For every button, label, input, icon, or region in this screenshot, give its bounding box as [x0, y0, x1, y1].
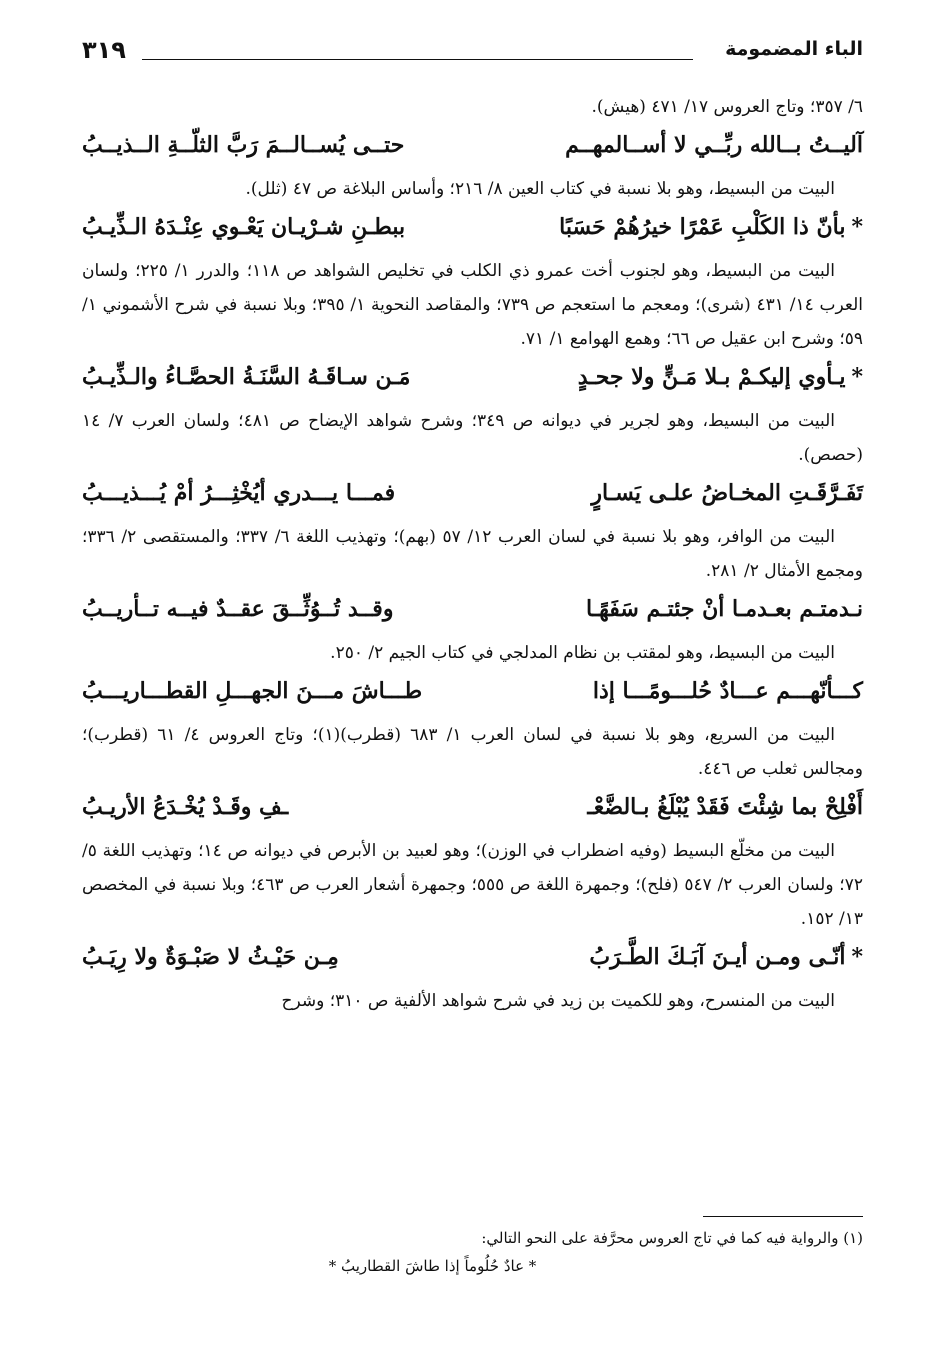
page-header — [82, 36, 863, 76]
continuation-line: ٦/ ٣٥٧؛ وتاج العروس ١٧/ ٤٧١ (هيش). — [591, 97, 863, 117]
hemistich-text: بأنّ ذا الكَلْبِ عَمْرًا خيرُهُمْ حَسَبًا — [559, 214, 846, 240]
verse-commentary: البيت من البسيط، وهو بلا نسبة في كتاب العين ٨/ ٢١٦؛ وأساس البلاغة ص ٤٧ (ثلل). — [245, 179, 835, 199]
verse-second-hemistich: طـــاشَ مـــنَ الجهـــلِ القطـــاريـــبُ — [82, 678, 423, 704]
footnotes — [82, 1224, 863, 1280]
verse-second-hemistich: ـفِ وقَـدْ يُخْـدَعُ الأريـبُ — [82, 794, 289, 820]
verse-second-hemistich: مَـن سـاقَـهُ السَّنَـةُ الحصَّـاءُ والـذِّيـبُ — [82, 364, 411, 390]
verse-second-hemistich: حتــى يُســالــمَ رَبَّ الثلّــةِ الــذيــبُ — [82, 132, 405, 158]
verse-first-hemistich: كـــأنّهـــم عـــادٌ حُلـــومًـــا إذا — [592, 678, 863, 704]
page-number: ٣١٩ — [82, 36, 126, 64]
verse-first-hemistich: آليــتُ بــالله ربِّــي لا أســالمهــم — [565, 132, 863, 158]
verse-line — [82, 360, 863, 404]
verse-second-hemistich: فمـــا يـــدري أيُخْثِـــرُ أمْ يُـــذيـــبُ — [82, 480, 396, 506]
asterisk-mark: * — [851, 364, 863, 390]
running-title: الباء المضمومة — [725, 38, 863, 60]
verse-commentary: البيت من الوافر، وهو بلا نسبة في لسان العرب ١٢/ ٥٧ (بهم)؛ وتهذيب اللغة ٦/ ٣٣٧؛ والمستقصى ٢/ ٣٣٦؛ ومجمع الأمثال ٢/ ٢٨١. — [82, 527, 863, 581]
verse-second-hemistich: ببطـنِ شـرْيـان يَعْـوي عِنْـدَهُ الـذِّيـبُ — [82, 214, 406, 240]
verse-first-hemistich: نـدمتـم بعـدمـا أنْ جئتـم سَفَهًـا — [585, 596, 863, 622]
verse-line — [82, 210, 863, 254]
footnote-1-verse: * عادٌ حُلُوماً إذا طاشَ القطاريبُ * — [328, 1257, 537, 1275]
verse-line — [82, 790, 863, 834]
main-text — [82, 90, 863, 1018]
verse-commentary: البيت من مخلّع البسيط (وفيه اضطراب في الوزن)؛ وهو لعبيد بن الأبرص في ديوانه ص ١٤؛ وتهذيب اللغة ٥/ ٧٢؛ ولسان العرب ٢/ ٥٤٧ (فلح)؛ وجمهرة اللغة ص ٥٥٥؛ وجمهرة أشعار العرب ص ٤٦٣؛ وبلا نسبة في المخصص ١٣/ ١٥٢. — [82, 841, 863, 929]
footnote-separator — [703, 1216, 863, 1217]
hemistich-text: أنّـى ومـن أيـنَ آبَـكَ الطَّـرَبُ — [589, 944, 846, 970]
verse-first-hemistich: تَفَـرَّقَـتِ المخـاضُ علـى يَسـارٍ — [591, 480, 863, 506]
verse-commentary: البيت من السريع، وهو بلا نسبة في لسان العرب ١/ ٦٨٣ (قطرب)(١)؛ وتاج العروس ٤/ ٦١ (قطرب)؛ ومجالس ثعلب ص ٤٤٦. — [82, 725, 863, 779]
verse-first-hemistich — [589, 944, 863, 970]
verse-commentary: البيت من البسيط، وهو لمقتب بن نظام المدلجي في كتاب الجيم ٢/ ٢٥٠. — [330, 643, 835, 663]
verse-first-hemistich — [578, 364, 863, 390]
verse-line — [82, 476, 863, 520]
verse-first-hemistich — [559, 214, 863, 240]
header-rule — [142, 59, 693, 60]
verse-second-hemistich: وقــد تُــوُثِّــقَ عقــدٌ فيــه تــأريــبُ — [82, 596, 394, 622]
verse-second-hemistich: مِـن حَيْـثُ لا صَبْـوَةٌ ولا رِيَـبُ — [82, 944, 339, 970]
hemistich-text: يـأوي إليكـمْ بـلا مَـنٍّ ولا جحـدٍ — [577, 364, 846, 390]
verse-commentary: البيت من البسيط، وهو لجرير في ديوانه ص ٣٤٩؛ وشرح شواهد الإيضاح ص ٤٨١؛ ولسان العرب ٧/ ١٤ (حصص). — [82, 411, 863, 465]
verse-line — [82, 940, 863, 984]
verse-commentary: البيت من المنسرح، وهو للكميت بن زيد في شرح شواهد الألفية ص ٣١٠؛ وشرح — [281, 991, 835, 1011]
verse-line — [82, 128, 863, 172]
verse-commentary: البيت من البسيط، وهو لجنوب أخت عمرو ذي الكلب في تخليص الشواهد ص ١١٨؛ والدرر ١/ ٢٢٥؛ ولسان العرب ١٤/ ٤٣١ (شرى)؛ ومعجم ما استعجم ص ٧٣٩؛ والمقاصد النحوية ١/ ٣٩٥؛ وبلا نسبة في شرح الأشموني ١/ ٥٩؛ وشرح ابن عقيل ص ٦٦؛ وهمع الهوامع ١/ ٧١. — [82, 261, 863, 349]
footnote-1: (١) والرواية فيه كما في تاج العروس محرَّفة على النحو التالي: — [481, 1229, 863, 1247]
verse-line — [82, 592, 863, 636]
verse-first-hemistich: أَفْلِحْ بما شِئْتَ فَقَدْ يُبْلَغُ بـالضَّعْـ — [587, 794, 863, 820]
verse-line — [82, 674, 863, 718]
asterisk-mark: * — [851, 214, 863, 240]
asterisk-mark: * — [851, 944, 863, 970]
